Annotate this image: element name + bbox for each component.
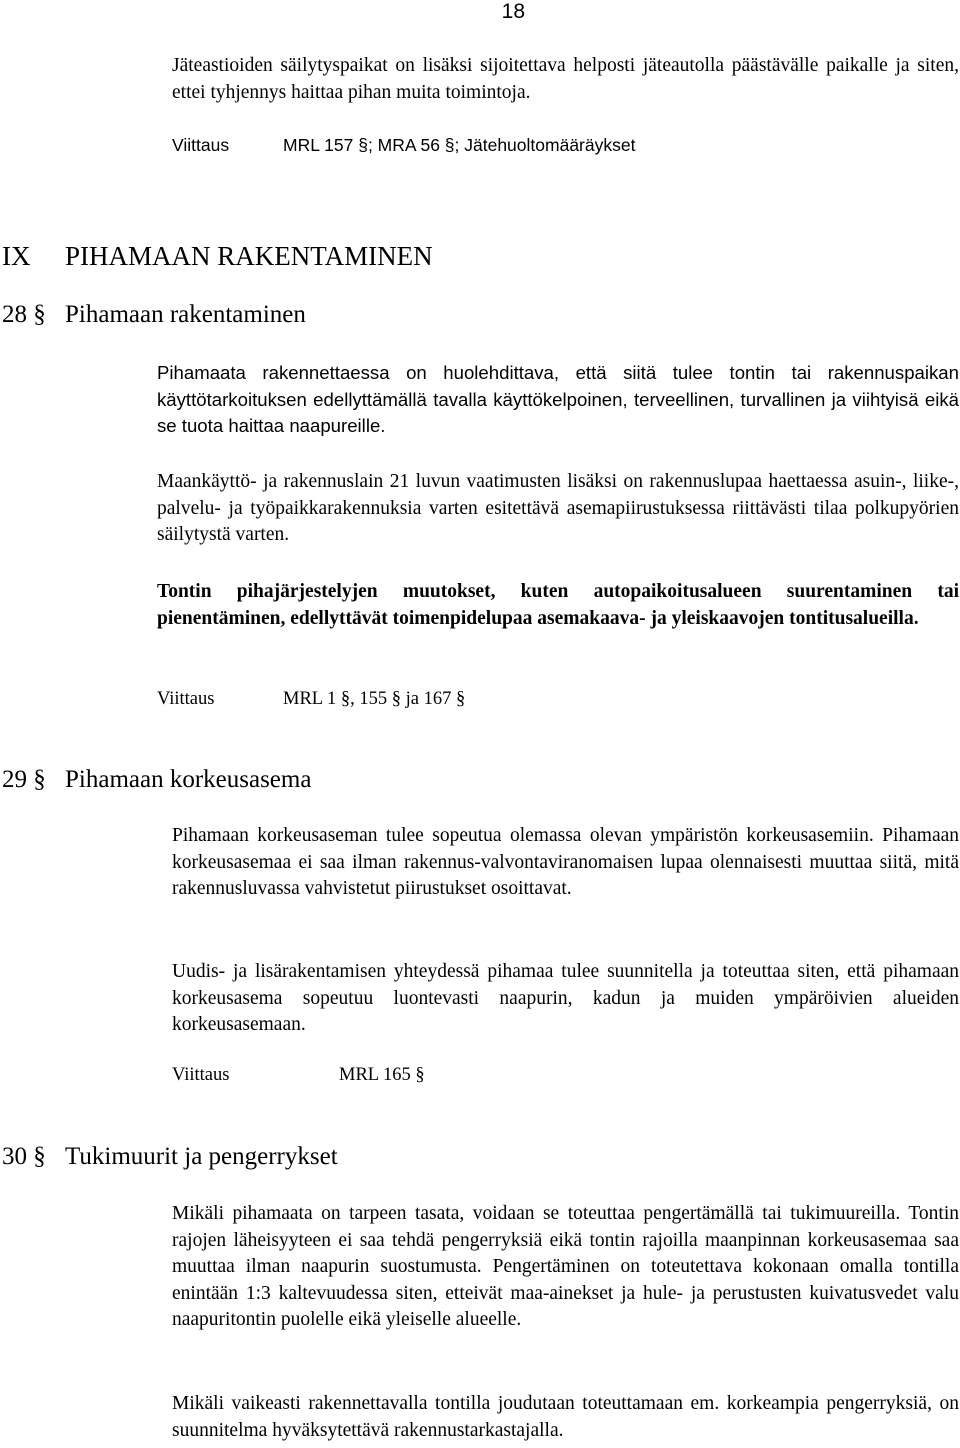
intro-paragraph: Jäteastioiden säilytyspaikat on lisäksi sijoitettava helposti jäteautolla päästävälle paikalle ja siten, ettei tyhjennys haittaa pihan muita toimintoja. bbox=[172, 55, 959, 103]
section-29-paragraph-2: Uudis- ja lisärakentamisen yhteydessä pihamaa tulee suunnitella ja toteuttaa siten, että pihamaan korkeusasema sopeutuu luontevasti naapurin, kadun ja muiden ympäröivien alueiden korkeusasemaan. bbox=[172, 961, 959, 1035]
chapter-number: IX bbox=[2, 241, 31, 271]
section-number: 28 § bbox=[2, 301, 46, 328]
section-28-paragraph-3: Tontin pihajärjestelyjen muutokset, kuten autopaikoitusalueen suurentaminen tai pienentäminen, edellyttävät toimenpidelupaa asemakaava- ja yleiskaavojen tontitusalueilla. bbox=[157, 581, 959, 629]
section-28-heading bbox=[2, 300, 702, 330]
section-title: Pihamaan korkeusasema bbox=[65, 766, 312, 793]
reference-label: Viittaus bbox=[172, 1065, 230, 1085]
section-28-reference bbox=[157, 687, 757, 711]
reference-value: MRL 165 § bbox=[339, 1065, 425, 1085]
section-28-paragraph-2: Maankäyttö- ja rakennuslain 21 luvun vaatimusten lisäksi on rakennuslupaa haettaessa asuin-, liike-, palvelu- ja työpaikkarakennuksia varten esitettävä asemapiirustuksessa riittävästi tilaa polkupyörien säilytystä varten. bbox=[157, 471, 959, 545]
reference-label: Viittaus bbox=[157, 689, 215, 709]
section-29-reference bbox=[172, 1063, 772, 1087]
section-28-paragraph-1: Pihamaata rakennettaessa on huolehdittava, että siitä tulee tontin tai rakennuspaikan käyttötarkoituksen edellyttämällä tavalla käyttökelpoinen, terveellinen, turvallinen ja viihtyisä eikä se tuota haittaa naapureille. bbox=[157, 362, 959, 436]
section-30-heading bbox=[2, 1142, 702, 1172]
section-number: 30 § bbox=[2, 1143, 46, 1170]
reference-value: MRL 1 §, 155 § ja 167 § bbox=[283, 689, 466, 709]
reference-value: MRL 157 §; MRA 56 §; Jätehuoltomääräykset bbox=[283, 135, 636, 155]
section-30-paragraph-1: Mikäli pihamaata on tarpeen tasata, voidaan se toteuttaa pengertämällä tai tukimuureilla. Tontin rajojen läheisyyteen ei saa tehdä pengerryksiä eikä tontin rajoilla maanpinnan korkeusasemaa saa muuttaa ilman naapurin suostumusta. Pengertäminen on toteutettava kokonaan omalla tontilla enintään 1:3 kaltevuudessa siten, etteivät maa-ainekset ja hule- ja perustusten kuivatusvedet valu naapuritontin puolelle eikä yleiselle alueelle. bbox=[172, 1203, 959, 1330]
section-29-paragraph-1: Pihamaan korkeusaseman tulee sopeutua olemassa olevan ympäristön korkeusasemiin. Pihamaan korkeusasemaa ei saa ilman rakennus-valvontaviranomaisen lupaa olennaisesti muuttaa siitä, mitä rakennusluvassa vahvistetut piirustukset osoittavat. bbox=[172, 825, 959, 899]
chapter-title: PIHAMAAN RAKENTAMINEN bbox=[65, 241, 433, 271]
section-29-heading bbox=[2, 765, 702, 795]
intro-reference bbox=[172, 133, 772, 157]
section-30-paragraph-2: Mikäli vaikeasti rakennettavalla tontilla joudutaan toteuttamaan em. korkeampia pengerryksiä, on suunnitelma hyväksytettävä rakennustarkastajalla. bbox=[172, 1393, 959, 1441]
section-title: Pihamaan rakentaminen bbox=[65, 301, 306, 328]
reference-label: Viittaus bbox=[172, 135, 230, 155]
chapter-heading bbox=[2, 240, 702, 272]
section-number: 29 § bbox=[2, 766, 46, 793]
page-number: 18 bbox=[501, 0, 525, 23]
section-title: Tukimuurit ja pengerrykset bbox=[65, 1143, 338, 1170]
